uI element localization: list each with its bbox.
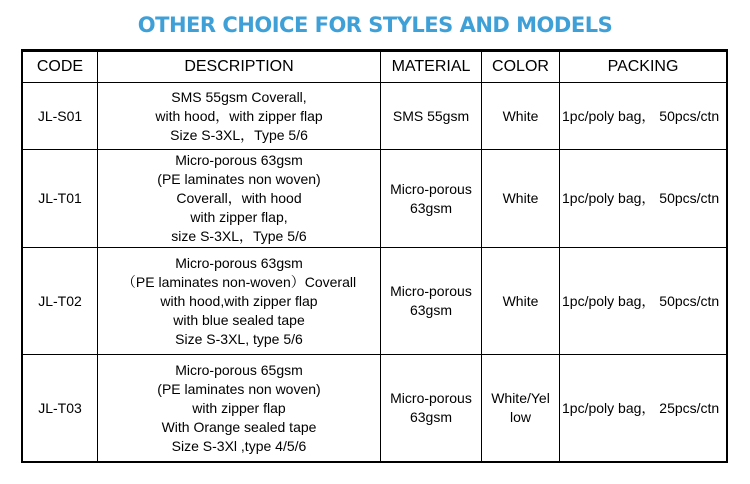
description-line: With Orange sealed tape	[161, 418, 317, 435]
description-line: Coverall，with hood	[176, 190, 302, 206]
table-row	[23, 83, 727, 150]
description-line: Size S-3XL, type 5/6	[175, 330, 303, 347]
description-line: (PE laminates non woven)	[157, 171, 321, 187]
material-line: Micro-porous	[390, 390, 472, 406]
description-line: Size S-3XL，Type 5/6	[170, 126, 308, 143]
code-cell: JL-T03	[23, 355, 98, 462]
description-line: Micro-porous 63gsm	[175, 254, 303, 271]
column-header-packing: PACKING	[560, 51, 727, 83]
description-cell	[98, 248, 381, 355]
styles-table	[22, 50, 727, 462]
material-line: SMS 55gsm	[392, 107, 470, 124]
description-line: with hood，with zipper flap	[155, 107, 323, 124]
code-cell: JL-T02	[23, 248, 98, 355]
packing-cell: 1pc/poly bag， 50pcs/ctn	[560, 248, 727, 355]
table-row	[23, 248, 727, 355]
material-cell	[381, 150, 482, 248]
column-header-material: MATERIAL	[381, 51, 482, 83]
color-cell	[482, 150, 560, 248]
column-header-description: DESCRIPTION	[98, 51, 381, 83]
description-cell	[98, 150, 381, 248]
description-line: Size S-3Xl ,type 4/5/6	[171, 437, 307, 454]
packing-cell: 1pc/poly bag， 50pcs/ctn	[560, 150, 727, 248]
page-title: OTHER CHOICE FOR STYLES AND MODELS	[137, 13, 613, 37]
description-line: SMS 55gsm Coverall,	[171, 88, 307, 105]
color-line: White	[502, 107, 539, 124]
description-line: Micro-porous 65gsm	[175, 361, 303, 378]
material-line: Micro-porous	[390, 283, 472, 299]
description-line: Micro-porous 63gsm	[175, 152, 303, 168]
description-line: with zipper flap	[192, 399, 286, 416]
code-cell: JL-T01	[23, 150, 98, 248]
material-line: 63gsm	[409, 302, 453, 318]
color-line: low	[509, 409, 531, 425]
color-cell	[482, 248, 560, 355]
description-line: size S-3XL，Type 5/6	[171, 228, 307, 244]
table-row	[23, 150, 727, 248]
material-cell	[381, 355, 482, 462]
color-line: White	[502, 292, 539, 309]
description-line: with blue sealed tape	[173, 311, 305, 328]
packing-cell: 1pc/poly bag， 50pcs/ctn	[560, 83, 727, 150]
description-cell	[98, 355, 381, 462]
material-line: 63gsm	[409, 199, 453, 216]
description-line: with hood,with zipper flap	[160, 292, 318, 309]
description-cell	[98, 83, 381, 150]
table-row	[23, 355, 727, 462]
color-line: White	[502, 190, 539, 206]
column-header-color: COLOR	[482, 51, 560, 83]
packing-cell: 1pc/poly bag， 25pcs/ctn	[560, 355, 727, 462]
column-header-code: CODE	[23, 51, 98, 83]
material-line: 63gsm	[409, 409, 453, 425]
color-cell	[482, 83, 560, 150]
description-line: (PE laminates non woven)	[157, 380, 321, 397]
description-line: with zipper flap,	[190, 209, 288, 225]
color-cell	[482, 355, 560, 462]
description-line: （PE laminates non-woven）Coverall	[121, 273, 357, 290]
material-line: Micro-porous	[390, 180, 472, 197]
code-cell: JL-S01	[23, 83, 98, 150]
table-header-row	[23, 51, 727, 83]
color-line: White/Yel	[491, 390, 550, 406]
material-cell	[381, 83, 482, 150]
material-cell	[381, 248, 482, 355]
